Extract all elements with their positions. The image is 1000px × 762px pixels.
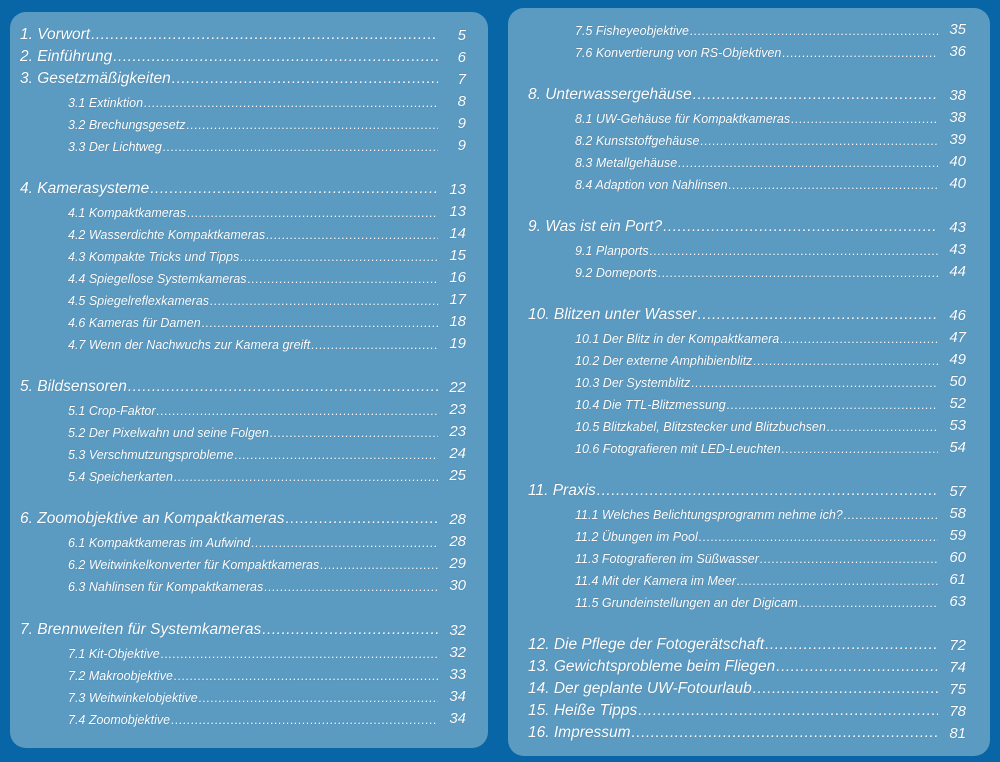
- toc-section-entry[interactable]: [68, 224, 466, 242]
- toc-section-entry[interactable]: [68, 246, 466, 264]
- toc-dot-leader: [266, 228, 438, 242]
- toc-entry-title: 4.2 Wasserdichte Kompaktkameras: [68, 228, 266, 242]
- toc-chapter-entry[interactable]: [528, 216, 966, 236]
- toc-entry-title: 7.3 Weitwinkelobjektive: [68, 691, 198, 705]
- toc-section-entry[interactable]: [575, 504, 966, 522]
- toc-section-entry[interactable]: [575, 570, 966, 588]
- toc-chapter-entry[interactable]: [528, 634, 966, 654]
- toc-page-number: 13: [449, 181, 466, 198]
- toc-entry-title: 10.4 Die TTL-Blitzmessung: [575, 398, 726, 412]
- toc-page-number: 17: [449, 291, 466, 308]
- toc-chapter-entry[interactable]: [528, 480, 966, 500]
- toc-page-number: 72: [949, 637, 966, 654]
- toc-chapter-entry[interactable]: [528, 656, 966, 676]
- toc-dot-leader: [691, 376, 938, 390]
- toc-entry-title: 13. Gewichtsprobleme beim Fliegen: [528, 658, 776, 675]
- toc-chapter-entry[interactable]: [20, 24, 466, 44]
- toc-section-entry[interactable]: [575, 548, 966, 566]
- toc-page-number: 18: [449, 313, 466, 330]
- toc-page-number: 24: [449, 445, 466, 462]
- toc-page-number: 7: [457, 71, 466, 88]
- toc-dot-leader: [186, 118, 438, 132]
- toc-page-number: 23: [449, 423, 466, 440]
- toc-entry-title: 4.4 Spiegellose Systemkameras: [68, 272, 247, 286]
- toc-dot-leader: [187, 206, 438, 220]
- toc-entry-title: 5.3 Verschmutzungsprobleme: [68, 448, 234, 462]
- toc-page-number: 30: [449, 577, 466, 594]
- toc-dot-leader: [753, 680, 938, 698]
- toc-section-entry[interactable]: [575, 130, 966, 148]
- toc-entry-title: 3. Gesetzmäßigkeiten: [20, 70, 171, 87]
- toc-section-entry[interactable]: [575, 394, 966, 412]
- toc-page-number: 23: [449, 401, 466, 418]
- toc-entry-title: 3.3 Der Lichtweg: [68, 140, 162, 154]
- toc-page-number: 43: [949, 241, 966, 258]
- toc-entry-title: 3.2 Brechungsgesetz: [68, 118, 186, 132]
- toc-dot-leader: [157, 404, 438, 418]
- toc-dot-leader: [91, 26, 438, 44]
- toc-dot-leader: [791, 112, 938, 126]
- toc-section-entry[interactable]: [68, 709, 466, 727]
- toc-page-number: 57: [949, 483, 966, 500]
- toc-entry-title: 6.1 Kompaktkameras im Aufwind: [68, 536, 251, 550]
- toc-page-number: 58: [949, 505, 966, 522]
- toc-entry-title: 8.4 Adaption von Nahlinsen: [575, 178, 728, 192]
- toc-dot-leader: [240, 250, 438, 264]
- toc-dot-leader: [658, 266, 938, 280]
- toc-dot-leader: [638, 702, 938, 720]
- toc-dot-leader: [650, 244, 938, 258]
- toc-dot-leader: [728, 178, 938, 192]
- toc-dot-leader: [700, 134, 938, 148]
- toc-dot-leader: [782, 442, 938, 456]
- toc-entry-title: 5.1 Crop-Faktor: [68, 404, 156, 418]
- toc-section-entry[interactable]: [68, 92, 466, 110]
- toc-section-entry[interactable]: [68, 114, 466, 132]
- toc-page-number: 33: [449, 666, 466, 683]
- toc-entry-title: 11.4 Mit der Kamera im Meer: [575, 574, 736, 588]
- toc-chapter-entry[interactable]: [20, 619, 466, 639]
- toc-entry-title: 2. Einführung: [20, 48, 113, 65]
- toc-section-entry[interactable]: [575, 174, 966, 192]
- toc-section-entry[interactable]: [575, 350, 966, 368]
- toc-entry-title: 11.5 Grundeinstellungen an der Digicam: [575, 596, 798, 610]
- toc-chapter-entry[interactable]: [20, 68, 466, 88]
- toc-dot-leader: [161, 647, 438, 661]
- toc-section-entry[interactable]: [575, 416, 966, 434]
- toc-dot-leader: [698, 306, 938, 324]
- toc-dot-leader: [202, 316, 438, 330]
- toc-page-number: 14: [449, 225, 466, 242]
- toc-chapter-entry[interactable]: [528, 700, 966, 720]
- toc-entry-title: 1. Vorwort: [20, 26, 91, 43]
- toc-chapter-entry[interactable]: [528, 304, 966, 324]
- toc-section-entry[interactable]: [575, 262, 966, 280]
- toc-entry-title: 11.1 Welches Belichtungsprogramm nehme ich?: [575, 508, 843, 522]
- toc-dot-leader: [128, 378, 438, 396]
- toc-entry-title: 7.1 Kit-Objektive: [68, 647, 160, 661]
- toc-dot-leader: [678, 156, 938, 170]
- toc-section-entry[interactable]: [575, 438, 966, 456]
- toc-page-number: 5: [457, 27, 466, 44]
- toc-dot-leader: [827, 420, 938, 434]
- toc-section-entry[interactable]: [575, 152, 966, 170]
- toc-page-number: 36: [949, 43, 966, 60]
- toc-page-number: 9: [457, 115, 466, 132]
- toc-section-entry[interactable]: [68, 466, 466, 484]
- toc-page-number: 38: [949, 109, 966, 126]
- toc-entry-title: 6.2 Weitwinkelkonverter für Kompaktkameras: [68, 558, 320, 572]
- toc-dot-leader: [285, 510, 438, 528]
- toc-dot-leader: [163, 140, 438, 154]
- toc-page-number: 6: [457, 49, 466, 66]
- toc-page-number: 60: [949, 549, 966, 566]
- toc-chapter-entry[interactable]: [20, 508, 466, 528]
- toc-dot-leader: [844, 508, 938, 522]
- toc-dot-leader: [765, 636, 938, 654]
- toc-dot-leader: [320, 558, 438, 572]
- toc-entry-title: 10. Blitzen unter Wasser: [528, 306, 697, 323]
- toc-page-number: 74: [949, 659, 966, 676]
- toc-entry-title: 3.1 Extinktion: [68, 96, 144, 110]
- toc-dot-leader: [235, 448, 438, 462]
- toc-entry-title: 5. Bildsensoren: [20, 378, 127, 395]
- toc-page-number: 75: [949, 681, 966, 698]
- toc-dot-leader: [693, 86, 938, 104]
- toc-entry-title: 8.3 Metallgehäuse: [575, 156, 678, 170]
- toc-dot-leader: [262, 621, 438, 639]
- toc-entry-title: 8. Unterwassergehäuse: [528, 86, 692, 103]
- toc-entry-title: 14. Der geplante UW-Fotourlaub: [528, 680, 752, 697]
- toc-dot-leader: [264, 580, 438, 594]
- toc-page-number: 28: [449, 533, 466, 550]
- toc-entry-title: 9.1 Planports: [575, 244, 649, 258]
- toc-page-number: 50: [949, 373, 966, 390]
- toc-page-number: 39: [949, 131, 966, 148]
- toc-entry-title: 7. Brennweiten für Systemkameras: [20, 621, 262, 638]
- toc-section-entry[interactable]: [68, 576, 466, 594]
- toc-entry-title: 4.6 Kameras für Damen: [68, 316, 201, 330]
- toc-section-entry[interactable]: [68, 554, 466, 572]
- toc-entry-title: 5.4 Speicherkarten: [68, 470, 173, 484]
- toc-page-number: 9: [457, 137, 466, 154]
- toc-entry-title: 6.3 Nahlinsen für Kompaktkameras: [68, 580, 264, 594]
- toc-page-number: 63: [949, 593, 966, 610]
- toc-page-number: 53: [949, 417, 966, 434]
- toc-page-number: 40: [949, 175, 966, 192]
- toc-entry-title: 7.4 Zoomobjektive: [68, 713, 171, 727]
- toc-dot-leader: [782, 46, 938, 60]
- toc-section-entry[interactable]: [68, 444, 466, 462]
- toc-entry-title: 4.7 Wenn der Nachwuchs zur Kamera greift: [68, 338, 311, 352]
- toc-section-entry[interactable]: [575, 240, 966, 258]
- toc-page-number: 32: [449, 622, 466, 639]
- toc-dot-leader: [248, 272, 438, 286]
- toc-section-entry[interactable]: [575, 328, 966, 346]
- toc-dot-leader: [270, 426, 438, 440]
- toc-dot-leader: [760, 552, 938, 566]
- toc-page-number: 19: [449, 335, 466, 352]
- toc-entry-title: 7.2 Makroobjektive: [68, 669, 173, 683]
- toc-page-number: 8: [457, 93, 466, 110]
- toc-dot-leader: [737, 574, 938, 588]
- toc-dot-leader: [799, 596, 938, 610]
- toc-section-entry[interactable]: [575, 592, 966, 610]
- toc-dot-leader: [251, 536, 438, 550]
- toc-entry-title: 15. Heiße Tipps: [528, 702, 638, 719]
- toc-entry-title: 10.5 Blitzkabel, Blitzstecker und Blitzbuchsen: [575, 420, 826, 434]
- toc-section-entry[interactable]: [68, 202, 466, 220]
- toc-dot-leader: [199, 691, 438, 705]
- toc-chapter-entry[interactable]: [20, 376, 466, 396]
- toc-dot-leader: [210, 294, 438, 308]
- toc-entry-title: 8.2 Kunststoffgehäuse: [575, 134, 700, 148]
- toc-page-number: 52: [949, 395, 966, 412]
- toc-page-number: 46: [949, 307, 966, 324]
- toc-entry-title: 9. Was ist ein Port?: [528, 218, 663, 235]
- toc-dot-leader: [172, 70, 438, 88]
- toc-entry-title: 7.6 Konvertierung von RS-Objektiven: [575, 46, 782, 60]
- toc-page-number: 16: [449, 269, 466, 286]
- toc-page-number: 13: [449, 203, 466, 220]
- toc-dot-leader: [690, 24, 938, 38]
- toc-page-number: 43: [949, 219, 966, 236]
- toc-page-number: 32: [449, 644, 466, 661]
- toc-page-number: 59: [949, 527, 966, 544]
- toc-section-entry[interactable]: [575, 42, 966, 60]
- toc-dot-leader: [174, 669, 438, 683]
- toc-page-number: 34: [449, 688, 466, 705]
- toc-section-entry[interactable]: [68, 687, 466, 705]
- toc-page-number: 61: [949, 571, 966, 588]
- toc-dot-leader: [663, 218, 938, 236]
- toc-dot-leader: [632, 724, 938, 742]
- toc-entry-title: 8.1 UW-Gehäuse für Kompaktkameras: [575, 112, 791, 126]
- toc-page-number: 28: [449, 511, 466, 528]
- toc-section-entry[interactable]: [575, 108, 966, 126]
- toc-section-entry[interactable]: [68, 334, 466, 352]
- toc-page-number: 47: [949, 329, 966, 346]
- toc-entry-title: 11.2 Übungen im Pool: [575, 530, 698, 544]
- toc-page-number: 34: [449, 710, 466, 727]
- toc-section-entry[interactable]: [68, 665, 466, 683]
- toc-dot-leader: [776, 658, 938, 676]
- toc-left-panel: [10, 12, 488, 748]
- toc-entry-title: 4.5 Spiegelreflexkameras: [68, 294, 210, 308]
- toc-entry-title: 10.1 Der Blitz in der Kompaktkamera: [575, 332, 780, 346]
- toc-section-entry[interactable]: [68, 268, 466, 286]
- toc-entry-title: 16. Impressum: [528, 724, 631, 741]
- toc-page-number: 38: [949, 87, 966, 104]
- toc-page-number: 15: [449, 247, 466, 264]
- toc-chapter-entry[interactable]: [528, 84, 966, 104]
- toc-chapter-entry[interactable]: [20, 178, 466, 198]
- toc-page-number: 49: [949, 351, 966, 368]
- toc-page-number: 35: [949, 21, 966, 38]
- toc-section-entry[interactable]: [68, 422, 466, 440]
- toc-dot-leader: [753, 354, 938, 368]
- toc-entry-title: 7.5 Fisheyeobjektive: [575, 24, 689, 38]
- toc-section-entry[interactable]: [68, 136, 466, 154]
- toc-entry-title: 4.1 Kompaktkameras: [68, 206, 187, 220]
- toc-entry-title: 5.2 Der Pixelwahn und seine Folgen: [68, 426, 269, 440]
- toc-entry-title: 11.3 Fotografieren im Süßwasser: [575, 552, 759, 566]
- toc-section-entry[interactable]: [575, 526, 966, 544]
- toc-section-entry[interactable]: [68, 312, 466, 330]
- toc-page-number: 81: [949, 725, 966, 742]
- toc-entry-title: 10.6 Fotografieren mit LED-Leuchten: [575, 442, 781, 456]
- toc-dot-leader: [780, 332, 938, 346]
- toc-entry-title: 12. Die Pflege der Fotogerätschaft: [528, 636, 765, 653]
- toc-section-entry[interactable]: [575, 20, 966, 38]
- toc-dot-leader: [144, 96, 438, 110]
- toc-page-number: 54: [949, 439, 966, 456]
- toc-dot-leader: [150, 180, 438, 198]
- toc-dot-leader: [174, 470, 438, 484]
- toc-section-entry[interactable]: [68, 643, 466, 661]
- toc-page-number: 25: [449, 467, 466, 484]
- toc-section-entry[interactable]: [68, 290, 466, 308]
- toc-chapter-entry[interactable]: [20, 46, 466, 66]
- toc-page-number: 29: [449, 555, 466, 572]
- toc-dot-leader: [727, 398, 938, 412]
- toc-dot-leader: [311, 338, 438, 352]
- toc-dot-leader: [597, 482, 938, 500]
- toc-page-number: 44: [949, 263, 966, 280]
- toc-entry-title: 10.3 Der Systemblitz: [575, 376, 691, 390]
- toc-page-number: 22: [449, 379, 466, 396]
- toc-page-number: 78: [949, 703, 966, 720]
- toc-section-entry[interactable]: [575, 372, 966, 390]
- toc-section-entry[interactable]: [68, 400, 466, 418]
- toc-dot-leader: [171, 713, 438, 727]
- toc-entry-title: 11. Praxis: [528, 482, 596, 499]
- toc-entry-title: 4.3 Kompakte Tricks und Tipps: [68, 250, 240, 264]
- toc-chapter-entry[interactable]: [528, 722, 966, 742]
- toc-entry-title: 9.2 Domeports: [575, 266, 657, 280]
- toc-section-entry[interactable]: [68, 532, 466, 550]
- toc-entry-title: 6. Zoomobjektive an Kompaktkameras: [20, 510, 285, 527]
- toc-dot-leader: [699, 530, 938, 544]
- toc-right-panel: [508, 8, 990, 756]
- toc-chapter-entry[interactable]: [528, 678, 966, 698]
- toc-page-number: 40: [949, 153, 966, 170]
- toc-dot-leader: [113, 48, 438, 66]
- toc-entry-title: 10.2 Der externe Amphibienblitz: [575, 354, 753, 368]
- toc-entry-title: 4. Kamerasysteme: [20, 180, 150, 197]
